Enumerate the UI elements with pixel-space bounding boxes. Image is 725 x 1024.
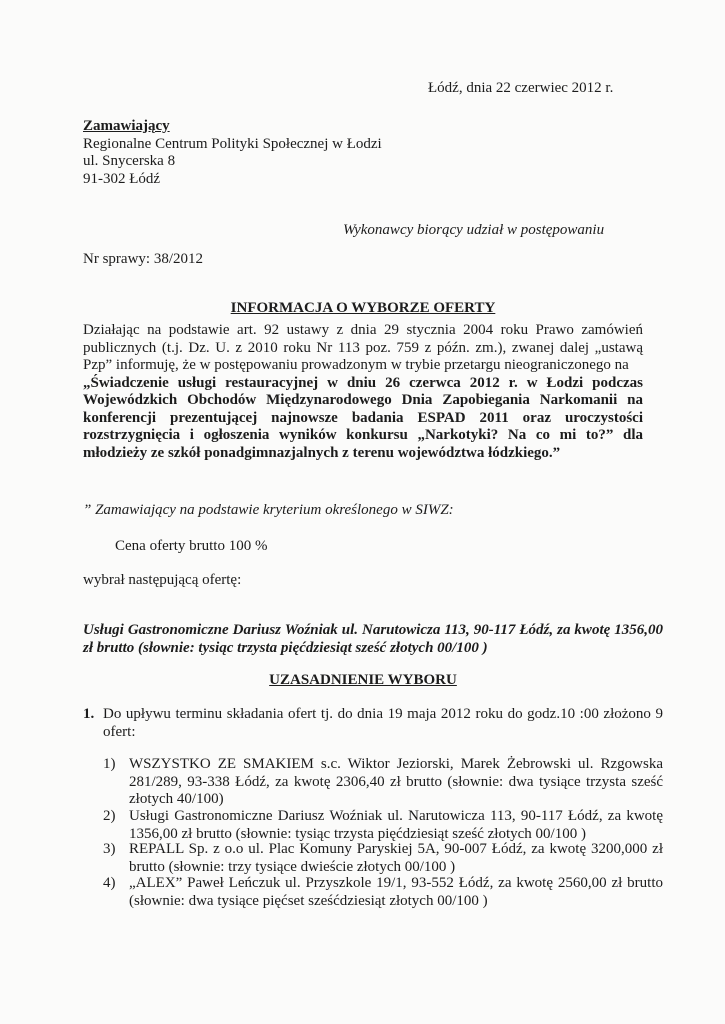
offer-item-2 (103, 808, 663, 843)
contracting-authority-label: Zamawiający (83, 118, 170, 134)
justification-title: UZASADNIENIE WYBORU (269, 672, 457, 688)
contracting-authority-block (83, 118, 403, 188)
offer-item-3 (103, 841, 663, 876)
selected-offer: Usługi Gastronomiczne Dariusz Woźniak ul. Narutowicza 113, 90-117 Łódź, za kwotę 1356,00 zł brutto (słownie: tysiąc trzysta pięćdziesiąt sześć złotych 00/100 ) (83, 622, 663, 656)
document-title: INFORMACJA O WYBORZE OFERTY (230, 300, 496, 316)
offer-item-1 (103, 756, 663, 809)
offer-item-text: REPALL Sp. z o.o ul. Plac Komuny Paryskiej 5A, 90-007 Łódź, za kwotę 3200,000 zł brutto (słownie: trzy tysiące dwieście złotych 00/100 ) (129, 841, 663, 875)
offer-item-number: 2) (103, 808, 116, 824)
offer-item-number: 4) (103, 875, 116, 891)
point-1-text: Do upływu terminu składania ofert tj. do dnia 19 maja 2012 roku do godz.10 :00 złożono 9 ofert: (103, 706, 663, 740)
criterion-intro: ” Zamawiający na podstawie kryterium określonego w SIWZ: (83, 502, 454, 518)
case-number: Nr sprawy: 38/2012 (83, 251, 203, 267)
criterion: Cena oferty brutto 100 % (115, 538, 268, 554)
point-1 (83, 706, 663, 741)
point-1-number: 1. (83, 706, 95, 722)
contracting-authority-street: ul. Snycerska 8 (83, 153, 176, 169)
offer-item-4 (103, 875, 663, 910)
chose-text: wybrał następującą ofertę: (83, 572, 242, 588)
contracting-authority-city: 91-302 Łódź (83, 170, 161, 187)
offer-item-number: 1) (103, 756, 116, 772)
offer-item-number: 3) (103, 841, 116, 857)
intro-plain-text: Działając na podstawie art. 92 ustawy z dnia 29 stycznia 2004 roku Prawo zamówień publicznych (t.j. Dz. U. z 2010 roku Nr 113 poz. 759 z późn. zm.), zwanej dalej „ustawą Pzp” informuję, że w postępowaniu prowadzonym w trybie przetargu nieograniczonego na (83, 322, 643, 373)
place-date: Łódź, dnia 22 czerwiec 2012 r. (428, 80, 614, 96)
intro-bold-text: „Świadczenie usługi restauracyjnej w dniu 26 czerwca 2012 r. w Łodzi podczas Wojewódzkich Obchodów Międzynarodowego Dnia Zapobiegania Narkomanii na konferencji prezentującej najnowsze badania ESPAD 2011 oraz uroczystości rozstrzygnięcia i ogłoszenia wyników konkursu „Narkotyki? Na co mi to?” dla młodzieży ze szkół ponadgimnazjalnych z terenu województwa łódzkiego.” (83, 374, 643, 461)
intro-paragraph (83, 322, 643, 462)
offer-item-text: WSZYSTKO ZE SMAKIEM s.c. Wiktor Jeziorski, Marek Żebrowski ul. Rzgowska 281/289, 93-338 Łódź, za kwotę 2306,40 zł brutto (słownie: dwa tysiące trzysta sześć złotych 40/100) (129, 756, 663, 807)
offer-item-text: „ALEX” Paweł Leńczuk ul. Przyszkole 19/1, 93-552 Łódź, za kwotę 2560,00 zł brutto (słownie: dwa tysiące pięćset sześćdziesiąt złotych 00/100 ) (129, 875, 663, 909)
contracting-authority-name: Regionalne Centrum Polityki Społecznej w Łodzi (83, 135, 382, 152)
offer-item-text: Usługi Gastronomiczne Dariusz Woźniak ul. Narutowicza 113, 90-117 Łódź, za kwotę 1356,00 zł brutto (słownie: tysiąc trzysta pięćdziesiąt sześć złotych 00/100 ) (129, 808, 663, 842)
addressee: Wykonawcy biorący udział w postępowaniu (343, 222, 605, 238)
